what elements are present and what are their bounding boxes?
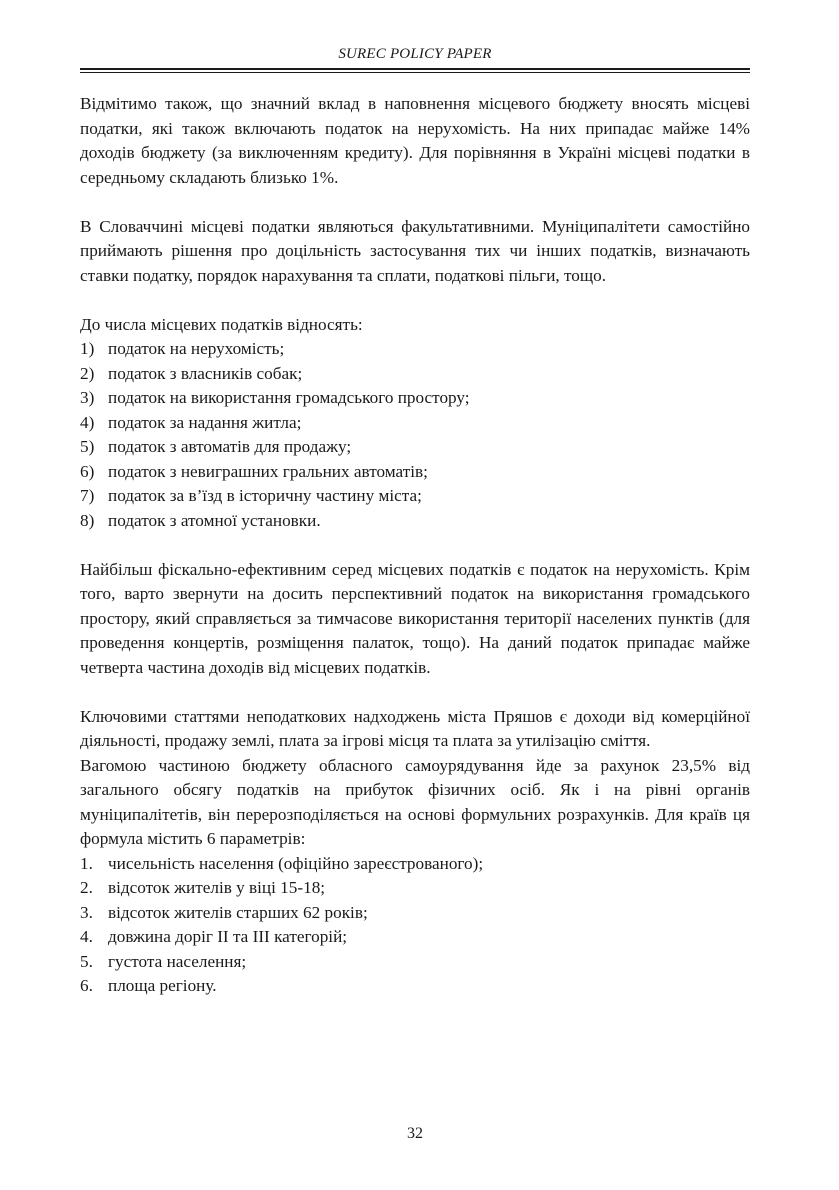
paragraph-fiscal-effectiveness: Найбільш фіскально-ефективним серед місцевих податків є податок на нерухомість. Крім того, варто звернути на досить перспективний податок на використання громадського простору, який справляється за тимчасове використання території населених пунктів (для проведення концертів, розміщення палаток, тощо). На даний податок припадає майже четверта частина доходів від місцевих податків. [80, 559, 750, 677]
list-item [80, 484, 750, 509]
list-item-number: 4. [80, 927, 93, 946]
list-item-text: податок за в’їзд в історичну частину міста; [108, 486, 422, 505]
list-item-text: податок з невиграшних гральних автоматів; [108, 461, 428, 481]
paragraph-gap [80, 190, 750, 215]
paragraph-gap [80, 288, 750, 313]
list-item [80, 386, 750, 411]
formula-parameters-list [80, 852, 750, 999]
list-item-number: 2. [80, 878, 93, 897]
paragraph-regional-budget: Вагомою частиною бюджету обласного самоурядування йде за рахунок 23,5% від загального обсягу податків на прибуток фізичних осіб. Як і на рівні органів муніципалітетів, він перерозподіляється на основі формульних розрахунків. Для країв ця формула містить 6 параметрів: [80, 755, 750, 848]
list-item-number: 2) [80, 363, 95, 383]
list-item-text: податок з атомної установки. [108, 510, 321, 530]
paragraph-non-tax-revenue: Ключовими статтями неподаткових надходжень міста Пряшов є доходи від комерційної діяльності, продажу землі, плата за ігрові місця та плата за утилізацію сміття. [80, 706, 750, 750]
header-rule-thin [80, 72, 750, 73]
list-item [80, 852, 750, 877]
list-item-number: 5. [80, 951, 93, 971]
list-item [80, 337, 750, 362]
list-item [80, 876, 750, 901]
list-item-text: чисельність населення (офіційно зареєстрованого); [108, 853, 484, 873]
list-item [80, 901, 750, 926]
list-item-number: 7) [80, 486, 95, 505]
list-item-text: відсоток жителів у віці 15-18; [108, 878, 326, 897]
list-item-number: 4) [80, 412, 95, 432]
list-item-number: 1) [80, 339, 95, 358]
list-item [80, 460, 750, 485]
paragraph-gap [80, 533, 750, 558]
local-taxes-list [80, 337, 750, 533]
list-item-number: 1. [80, 853, 93, 873]
list-item-text: податок на нерухомість; [108, 339, 285, 358]
paragraph-local-taxes-intro: До числа місцевих податків відносять: [80, 314, 363, 334]
list-item [80, 362, 750, 387]
list-item [80, 435, 750, 460]
list-item-number: 6) [80, 461, 95, 481]
list-item-number: 3) [80, 388, 95, 407]
list-item-text: площа регіону. [108, 976, 217, 995]
running-header: SUREC POLICY PAPER [338, 46, 492, 62]
page-body [80, 92, 750, 999]
list-item-number: 5) [80, 437, 95, 456]
paragraph-optional-taxes: В Словаччині місцеві податки являються факультативними. Муніципалітети самостійно приймають рішення про доцільність застосування тих чи інших податків, визначають ставки податку, порядок нарахування та сплати, податкові пільги, тощо. [80, 216, 750, 285]
list-item [80, 411, 750, 436]
page-number: 32 [407, 1125, 423, 1142]
list-item [80, 950, 750, 975]
list-item-text: густота населення; [108, 951, 247, 971]
paragraph-local-taxes-contribution: Відмітимо також, що значний вклад в наповнення місцевого бюджету вносять місцеві податки, які також включають податок на нерухомість. На них припадає майже 14% доходів бюджету (за виключенням кредиту). Для порівняння в Україні місцеві податки в середньому складають близько 1%. [80, 94, 750, 187]
list-item-text: податок з власників собак; [108, 363, 303, 383]
list-item [80, 925, 750, 950]
list-item-text: податок за надання житла; [108, 412, 302, 432]
list-item-number: 8) [80, 510, 95, 530]
list-item [80, 974, 750, 999]
list-item-text: відсоток жителів старших 62 років; [108, 902, 368, 922]
header-rule-thick [80, 68, 750, 70]
list-item-text: податок з автоматів для продажу; [108, 437, 352, 456]
paragraph-gap [80, 680, 750, 705]
list-item-text: податок на використання громадського простору; [108, 388, 470, 407]
list-item-number: 6. [80, 976, 93, 995]
list-item [80, 509, 750, 534]
list-item-text: довжина доріг ІІ та ІІІ категорій; [108, 927, 348, 946]
list-item-number: 3. [80, 902, 93, 922]
